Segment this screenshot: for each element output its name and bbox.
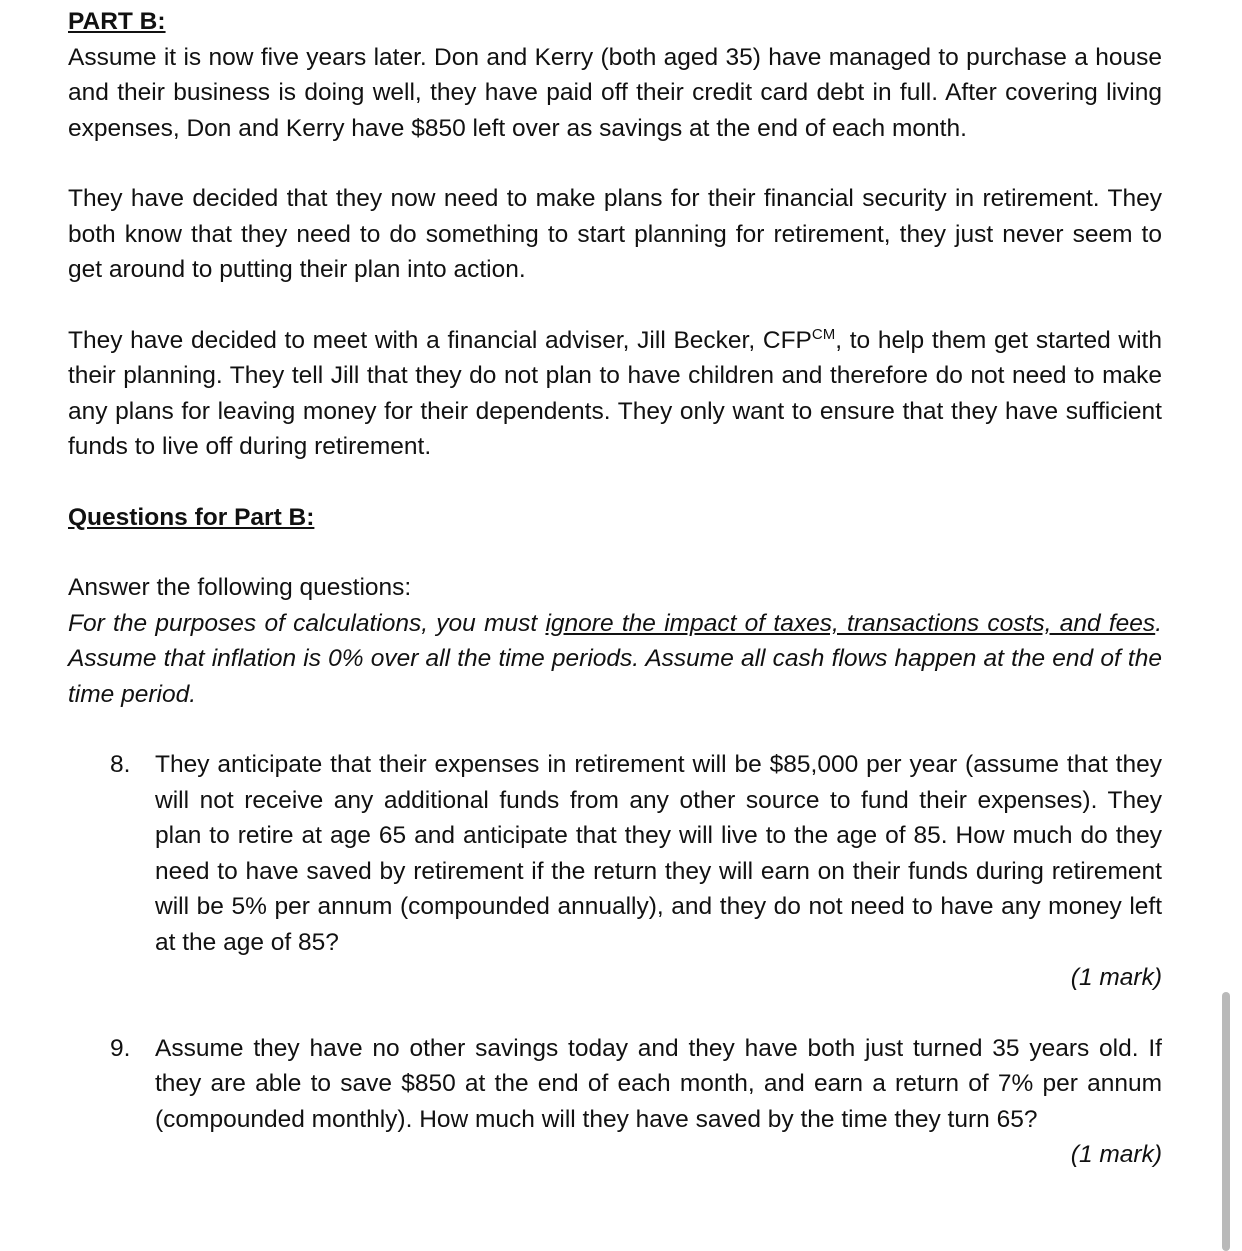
- intro-paragraph-2: They have decided that they now need to make plans for their financial security in retirement. They both know that they need to do something to start planning for retirement, they just never seem to get around to putting their plan into action.: [68, 185, 1162, 283]
- instructions-italic: [68, 606, 1162, 713]
- instructions-lead: Answer the following questions:: [68, 574, 412, 601]
- intro-p3-after: , to help them get started with their planning. They tell Jill that they do not plan to have children and therefore do not need to make any plans for leaving money for their dependents. They only want to ensure that they have sufficient funds to live off during retirement.: [68, 326, 1162, 460]
- intro-p3-before: They have decided to meet with a financial adviser, Jill Becker, CFP: [68, 326, 812, 354]
- intro-paragraph-3: [68, 323, 1162, 465]
- instructions-italic-start: For the purposes of calculations, you must: [68, 609, 546, 637]
- question-number: 8.: [110, 751, 131, 778]
- question-text: Assume they have no other savings today and they have both just turned 35 years old. If they are able to save $850 at the end of each month, and earn a return of 7% per annum (compounded monthly). How much will they have saved by the time they turn 65?: [155, 1034, 1162, 1133]
- question-number: 9.: [110, 1034, 131, 1062]
- cfp-superscript: CM: [811, 325, 836, 343]
- question-item: [68, 1031, 1162, 1173]
- part-title: PART B:: [68, 8, 166, 35]
- instructions-italic-end: . Assume that inflation is 0% over all the time periods. Assume all cash flows happen at the end of the time period.: [68, 609, 1162, 708]
- question-item: [68, 747, 1162, 996]
- vertical-scrollbar[interactable]: [1222, 992, 1230, 1251]
- instructions-underlined: ignore the impact of taxes, transactions costs, and fees: [545, 609, 1156, 637]
- question-list: [68, 747, 1162, 1173]
- document-page: [68, 4, 1162, 1173]
- question-mark: (1 mark): [1070, 964, 1162, 991]
- intro-paragraph-1: Assume it is now five years later. Don and Kerry (both aged 35) have managed to purchase a house and their business is doing well, they have paid off their credit card debt in full. After covering living expenses, Don and Kerry have $850 left over as savings at the end of each month.: [68, 43, 1162, 142]
- questions-heading: Questions for Part B:: [68, 503, 315, 531]
- question-mark: (1 mark): [1070, 1141, 1162, 1168]
- question-text: They anticipate that their expenses in retirement will be $85,000 per year (assume that they will not receive any additional funds from any other source to fund their expenses). They plan to retire at age 65 and anticipate that they will live to the age of 85. How much do they need to have saved by retirement if the return they will earn on their funds during retirement will be 5% per annum (compounded annually), and they do not need to have any money left at the age of 85?: [155, 751, 1162, 956]
